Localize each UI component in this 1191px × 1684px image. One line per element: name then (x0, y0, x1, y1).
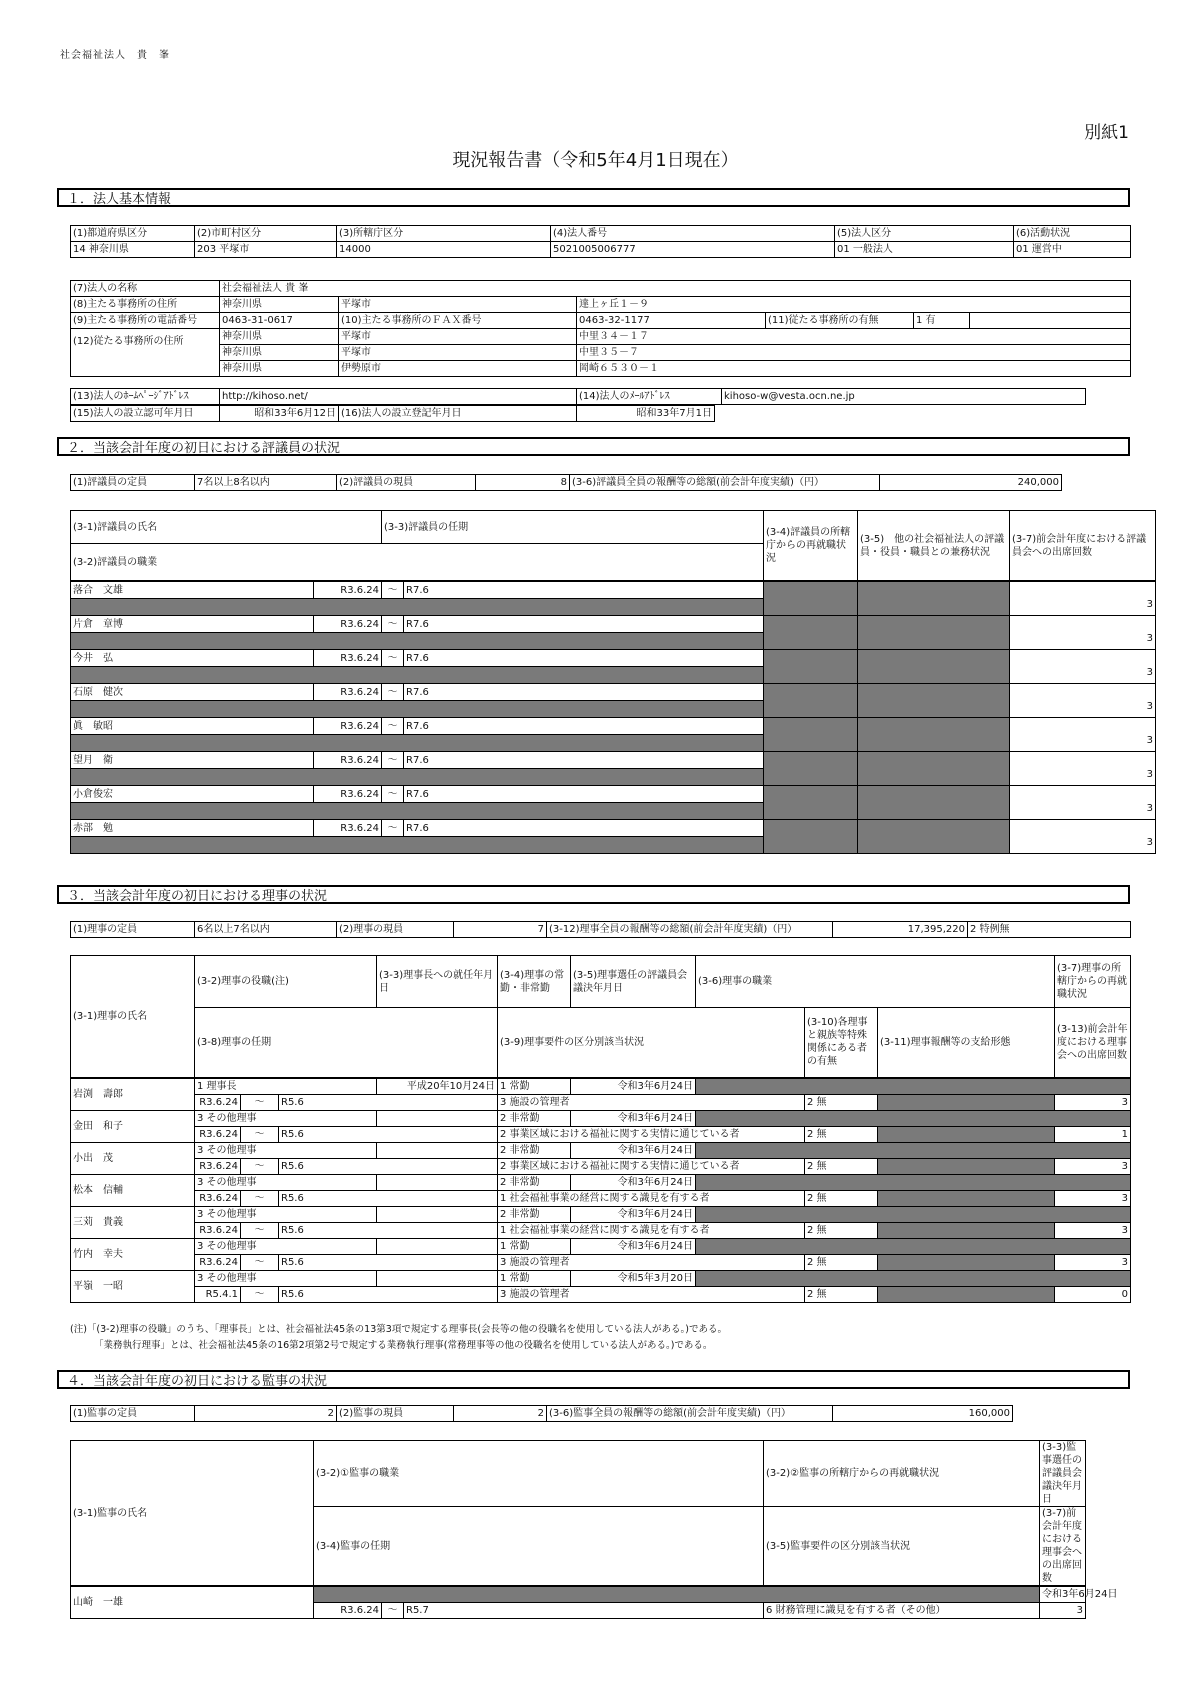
director-role-header: (3-2)理事の役職(注) (195, 956, 377, 1008)
sub-pref: 神奈川県 (220, 361, 339, 377)
councilor-name-header: (3-1)評議員の氏名 (71, 511, 382, 544)
director-requirement: 1 社会福祉事業の経営に関する識見を有する者 (498, 1190, 805, 1206)
director-relation: 2 無 (805, 1254, 878, 1270)
term-to: R5.6 (279, 1094, 498, 1110)
sub-city: 伊勢原市 (339, 361, 577, 377)
tilde: ～ (241, 1254, 279, 1270)
director-row (71, 1206, 1131, 1222)
term-from: R3.6.24 (195, 1254, 241, 1270)
tilde: ～ (382, 786, 404, 803)
corp-number-label: (4)法人番号 (551, 226, 835, 242)
director-attendance: 3 (1055, 1158, 1131, 1174)
councilor-job-masked (71, 803, 764, 820)
auditor-current-label: (2)監事の現員 (337, 1406, 454, 1422)
director-pay-form-masked (878, 1126, 1055, 1142)
director-table (70, 955, 1131, 1303)
section-3-heading: ３．当該会計年度の初日における理事の状況 (57, 885, 1130, 904)
councilor-attendance: 3 (1010, 786, 1156, 820)
term-to: R5.6 (279, 1190, 498, 1206)
director-role: 3 その他理事 (195, 1110, 377, 1126)
auditor-term-to: R5.7 (404, 1603, 764, 1619)
director-election-date: 令和3年6月24日 (571, 1206, 696, 1222)
councilor-name: 片倉 章博 (71, 616, 314, 633)
councilor-table (70, 510, 1156, 854)
auditor-pay-label: (3-6)監事全員の報酬等の総額(前会計年度実績)（円） (547, 1406, 833, 1422)
director-relation: 2 無 (805, 1286, 878, 1302)
director-relation: 2 無 (805, 1190, 878, 1206)
concurrent-masked (858, 786, 1010, 820)
auditor-reemployment-header: (3-2)②監事の所轄庁からの再就職状況 (764, 1441, 1040, 1507)
tilde: ～ (241, 1286, 279, 1302)
director-row (71, 1110, 1131, 1126)
section-4-heading: ４．当該会計年度の初日における監事の状況 (57, 1370, 1130, 1389)
director-name: 平嶺 一昭 (71, 1270, 195, 1302)
councilor-name: 落合 文雄 (71, 581, 314, 599)
page-title: 現況報告書（令和5年4月1日現在） (452, 150, 739, 171)
auditor-current: 2 (454, 1406, 547, 1422)
director-quota-label: (1)理事の定員 (71, 922, 195, 938)
director-name-header: (3-1)理事の氏名 (71, 956, 195, 1078)
councilor-job-masked (71, 735, 764, 752)
main-pref: 神奈川県 (220, 297, 339, 313)
basic-codes-header (71, 226, 1131, 242)
email-address: kihoso-w@vesta.ocn.ne.jp (722, 389, 1086, 405)
auditor-attendance-header: (3-7)前会計年度における理事会への出席回数 (1040, 1507, 1086, 1587)
councilor-attendance: 3 (1010, 752, 1156, 786)
auditor-table (70, 1440, 1118, 1619)
sub-office-label: (11)従たる事務所の有無 (766, 313, 914, 329)
councilor-name: 眞 敏昭 (71, 718, 314, 735)
director-pay-form-masked (878, 1094, 1055, 1110)
auditor-pay: 160,000 (833, 1406, 1013, 1422)
concurrent-masked (858, 650, 1010, 684)
director-pay-form-header: (3-11)理事報酬等の支給形態 (878, 1008, 1055, 1078)
director-name: 金田 和子 (71, 1110, 195, 1142)
sub-city: 平塚市 (339, 329, 577, 345)
director-status: 2 非常勤 (498, 1174, 571, 1190)
registration-date: 昭和33年7月1日 (577, 406, 715, 422)
concurrent-masked (858, 752, 1010, 786)
director-current: 7 (454, 922, 547, 938)
pref-code: 14 神奈川県 (71, 242, 195, 258)
director-name: 岩渕 壽郎 (71, 1078, 195, 1111)
basic-codes-values (71, 242, 1131, 258)
director-job-masked (696, 1110, 1131, 1126)
term-from: R3.6.24 (314, 581, 382, 599)
term-from: R3.6.24 (314, 650, 382, 667)
auditor-requirement: 6 財務管理に識見を有する者（その他） (764, 1603, 1040, 1619)
tilde: ～ (241, 1158, 279, 1174)
reemployment-masked (764, 684, 858, 718)
term-to: R7.6 (404, 820, 764, 837)
term-from: R3.6.24 (195, 1222, 241, 1238)
director-status: 2 非常勤 (498, 1110, 571, 1126)
director-election-date: 令和3年6月24日 (571, 1078, 696, 1095)
tilde: ～ (382, 718, 404, 735)
city-code-label: (2)市町村区分 (195, 226, 337, 242)
councilor-pay-label: (3-6)評議員全員の報酬等の総額(前会計年度実績)（円） (570, 475, 880, 491)
director-election-date: 令和3年6月24日 (571, 1238, 696, 1254)
councilor-quota-label: (1)評議員の定員 (71, 475, 195, 491)
sub-address: 中里３４－１７ (577, 329, 1131, 345)
term-from: R3.6.24 (314, 820, 382, 837)
director-role: 3 その他理事 (195, 1238, 377, 1254)
director-pay-form-masked (878, 1254, 1055, 1270)
concurrent-masked (858, 616, 1010, 650)
tilde: ～ (382, 820, 404, 837)
councilor-attendance: 3 (1010, 581, 1156, 616)
auditor-quota-label: (1)監事の定員 (71, 1406, 195, 1422)
director-role: 3 その他理事 (195, 1270, 377, 1286)
sub-address: 岡崎６５３０－１ (577, 361, 1131, 377)
tilde: ～ (241, 1190, 279, 1206)
reemployment-masked (764, 752, 858, 786)
director-job-masked (696, 1206, 1131, 1222)
councilor-job-masked (71, 701, 764, 718)
councilor-pay: 240,000 (880, 475, 1062, 491)
director-relation: 2 無 (805, 1126, 878, 1142)
director-requirement-header: (3-9)理事要件の区分別該当状況 (498, 1008, 805, 1078)
councilor-attendance: 3 (1010, 718, 1156, 752)
councilor-job-header: (3-2)評議員の職業 (71, 544, 764, 582)
director-name: 三苅 貴義 (71, 1206, 195, 1238)
activity-status-label: (6)活動状況 (1014, 226, 1131, 242)
director-role: 3 その他理事 (195, 1206, 377, 1222)
councilor-attendance-header: (3-7)前会計年度における評議員会への出席回数 (1010, 511, 1156, 582)
director-requirement: 3 施設の管理者 (498, 1254, 805, 1270)
councilor-attendance: 3 (1010, 820, 1156, 854)
councilor-row (71, 616, 1156, 633)
director-reemployment-header: (3-7)理事の所轄庁からの再就職状況 (1055, 956, 1131, 1008)
section-2-heading: ２．当該会計年度の初日における評議員の状況 (57, 437, 1130, 456)
term-to: R7.6 (404, 752, 764, 769)
director-name: 小出 茂 (71, 1142, 195, 1174)
tilde: ～ (382, 1603, 404, 1619)
basic-codes-table (70, 225, 1131, 258)
director-election-date: 令和3年6月24日 (571, 1110, 696, 1126)
director-term-row (71, 1286, 1131, 1302)
director-current-label: (2)理事の現員 (337, 922, 454, 938)
tilde: ～ (382, 581, 404, 599)
term-from: R3.6.24 (314, 752, 382, 769)
tilde: ～ (382, 752, 404, 769)
blank-cell (970, 313, 1131, 329)
director-election-header: (3-5)理事選任の評議員会議決年月日 (571, 956, 696, 1008)
councilor-reemployment-header: (3-4)評議員の所轄庁からの再就職状況 (764, 511, 858, 582)
director-note-2: 「業務執行理事」とは、社会福祉法45条の16第2項第2号で規定する業務執行理事(常務理事等の他の役職名を使用している法人がある。)である。 (94, 1340, 713, 1351)
director-note-1: (注)「(3-2)理事の役職」のうち、「理事長」とは、社会福祉法45条の13第3項で規定する理事長(会長等の他の役職名を使用している法人がある。)である。 (70, 1324, 727, 1335)
term-to: R5.6 (279, 1158, 498, 1174)
term-to: R7.6 (404, 718, 764, 735)
corp-name: 社会福祉法人 貴 峯 (220, 281, 1131, 297)
director-pay-form-masked (878, 1222, 1055, 1238)
director-name: 竹内 幸夫 (71, 1238, 195, 1270)
councilor-name: 小倉俊宏 (71, 786, 314, 803)
councilor-attendance: 3 (1010, 616, 1156, 650)
corp-type-label: (5)法人区分 (835, 226, 1014, 242)
concurrent-masked (858, 684, 1010, 718)
main-address-label: (8)主たる事務所の住所 (71, 297, 220, 313)
sub-city: 平塚市 (339, 345, 577, 361)
director-summary-table (70, 921, 1131, 938)
councilor-row (71, 820, 1156, 837)
director-role: 3 その他理事 (195, 1142, 377, 1158)
councilor-job-masked (71, 599, 764, 616)
director-pay-form-masked (878, 1286, 1055, 1302)
term-from: R3.6.24 (314, 616, 382, 633)
homepage-label: (13)法人のﾎｰﾑﾍﾟｰｼﾞｱﾄﾞﾚｽ (71, 389, 220, 405)
director-chair-date (377, 1206, 498, 1222)
director-chair-date (377, 1110, 498, 1126)
reemployment-masked (764, 786, 858, 820)
authority-code: 14000 (337, 242, 551, 258)
director-job-masked (696, 1174, 1131, 1190)
term-from: R3.6.24 (195, 1126, 241, 1142)
term-from: R5.4.1 (195, 1286, 241, 1302)
term-from: R3.6.24 (195, 1094, 241, 1110)
director-job-masked (696, 1142, 1131, 1158)
main-address: 達上ヶ丘１－９ (577, 297, 1131, 313)
councilor-job-masked (71, 837, 764, 854)
term-from: R3.6.24 (314, 786, 382, 803)
tilde: ～ (382, 684, 404, 701)
term-from: R3.6.24 (314, 718, 382, 735)
registration-label: (16)法人の設立登記年月日 (339, 406, 577, 422)
director-requirement: 3 施設の管理者 (498, 1286, 805, 1302)
fax: 0463-32-1177 (577, 313, 766, 329)
sub-address: 中里３５－７ (577, 345, 1131, 361)
councilor-summary-table (70, 474, 1062, 491)
term-to: R7.6 (404, 684, 764, 701)
director-election-date: 令和3年6月24日 (571, 1142, 696, 1158)
councilor-row (71, 752, 1156, 769)
authority-code-label: (3)所轄庁区分 (337, 226, 551, 242)
director-term-row (71, 1158, 1131, 1174)
director-row (71, 1238, 1131, 1254)
auditor-election-header: (3-3)監事選任の評議員会議決年月日 (1040, 1441, 1086, 1507)
councilor-job-masked (71, 769, 764, 786)
auditor-job-header: (3-2)①監事の職業 (314, 1441, 764, 1507)
auditor-job-masked (314, 1586, 1040, 1603)
sub-pref: 神奈川県 (220, 345, 339, 361)
main-city: 平塚市 (339, 297, 577, 313)
tilde: ～ (241, 1126, 279, 1142)
director-attendance-header: (3-13)前会計年度における理事会への出席回数 (1055, 1008, 1131, 1078)
councilor-current-label: (2)評議員の現員 (337, 475, 476, 491)
auditor-name-header: (3-1)監事の氏名 (71, 1441, 314, 1587)
councilor-row (71, 718, 1156, 735)
auditor-attendance: 3 (1040, 1603, 1086, 1619)
director-requirement: 1 社会福祉事業の経営に関する識見を有する者 (498, 1222, 805, 1238)
director-attendance: 3 (1055, 1094, 1131, 1110)
director-election-date: 令和5年3月20日 (571, 1270, 696, 1286)
tilde: ～ (382, 616, 404, 633)
director-term-row (71, 1094, 1131, 1110)
director-pay-type: 2 特例無 (968, 922, 1131, 938)
director-job-masked (696, 1078, 1131, 1095)
tilde: ～ (241, 1222, 279, 1238)
tel-label: (9)主たる事務所の電話番号 (71, 313, 220, 329)
activity-status: 01 運営中 (1014, 242, 1131, 258)
director-row (71, 1174, 1131, 1190)
director-pay: 17,395,220 (833, 922, 968, 938)
director-chair-date (377, 1270, 498, 1286)
director-requirement: 2 事業区域における福祉に関する実情に通じている者 (498, 1158, 805, 1174)
term-to: R5.6 (279, 1222, 498, 1238)
director-term-row (71, 1254, 1131, 1270)
auditor-election-date: 令和3年6月24日 (1040, 1586, 1086, 1603)
corp-name-label: (7)法人の名称 (71, 281, 220, 297)
homepage-url: http://kihoso.net/ (220, 389, 577, 405)
basic-info-table (70, 280, 1131, 377)
councilor-job-masked (71, 633, 764, 650)
term-to: R7.6 (404, 786, 764, 803)
director-pay-label: (3-12)理事全員の報酬等の総額(前会計年度実績)（円） (547, 922, 833, 938)
director-status: 1 常勤 (498, 1270, 571, 1286)
councilor-concurrent-header: (3-5) 他の社会福祉法人の評議員・役員・職員との兼務状況 (858, 511, 1010, 582)
director-relation-header: (3-10)各理事と親族等特殊関係にある者の有無 (805, 1008, 878, 1078)
concurrent-masked (858, 820, 1010, 854)
fax-label: (10)主たる事務所のＦＡＸ番号 (339, 313, 577, 329)
organization-name: 社会福祉法人 貴 峯 (60, 50, 170, 61)
tilde: ～ (382, 650, 404, 667)
tel: 0463-31-0617 (220, 313, 339, 329)
director-term-row (71, 1126, 1131, 1142)
director-job-masked (696, 1270, 1131, 1286)
director-chair-date (377, 1174, 498, 1190)
director-relation: 2 無 (805, 1222, 878, 1238)
establishment-table (70, 405, 715, 422)
auditor-term-header: (3-4)監事の任期 (314, 1507, 764, 1587)
councilor-name: 今井 弘 (71, 650, 314, 667)
director-row (71, 1270, 1131, 1286)
corp-number: 5021005006777 (551, 242, 835, 258)
term-to: R7.6 (404, 581, 764, 599)
councilor-quota: 7名以上8名以内 (195, 475, 337, 491)
councilor-attendance: 3 (1010, 684, 1156, 718)
councilor-name: 石原 健次 (71, 684, 314, 701)
director-pay-form-masked (878, 1158, 1055, 1174)
councilor-name: 望月 衛 (71, 752, 314, 769)
term-to: R7.6 (404, 616, 764, 633)
director-status: 2 非常勤 (498, 1206, 571, 1222)
director-pay-form-masked (878, 1190, 1055, 1206)
sub-pref: 神奈川県 (220, 329, 339, 345)
term-to: R5.6 (279, 1126, 498, 1142)
sub-office: 1 有 (914, 313, 970, 329)
director-attendance: 3 (1055, 1190, 1131, 1206)
director-attendance: 3 (1055, 1254, 1131, 1270)
reemployment-masked (764, 581, 858, 616)
councilor-current: 8 (476, 475, 570, 491)
councilor-name: 赤部 勉 (71, 820, 314, 837)
auditor-requirement-header: (3-5)監事要件の区分別該当状況 (764, 1507, 1040, 1587)
director-status: 1 常勤 (498, 1238, 571, 1254)
director-quota: 6名以上7名以内 (195, 922, 337, 938)
reemployment-masked (764, 616, 858, 650)
reemployment-masked (764, 718, 858, 752)
councilor-job-masked (71, 667, 764, 684)
establish-approval-label: (15)法人の設立認可年月日 (71, 406, 220, 422)
director-role: 1 理事長 (195, 1078, 377, 1095)
term-to: R5.6 (279, 1286, 498, 1302)
director-status-header: (3-4)理事の常勤・非常勤 (498, 956, 571, 1008)
director-term-row (71, 1222, 1131, 1238)
section-1-heading: １．法人基本情報 (57, 188, 1130, 207)
email-label: (14)法人のﾒｰﾙｱﾄﾞﾚｽ (577, 389, 722, 405)
term-from: R3.6.24 (195, 1190, 241, 1206)
director-chair-date (377, 1142, 498, 1158)
contact-table (70, 388, 1086, 405)
councilor-row (71, 786, 1156, 803)
director-attendance: 3 (1055, 1222, 1131, 1238)
director-requirement: 2 事業区域における福祉に関する実情に通じている者 (498, 1126, 805, 1142)
director-term-row (71, 1190, 1131, 1206)
councilor-row (71, 650, 1156, 667)
director-row (71, 1078, 1131, 1095)
director-status: 2 非常勤 (498, 1142, 571, 1158)
term-to: R5.6 (279, 1254, 498, 1270)
pref-code-label: (1)都道府県区分 (71, 226, 195, 242)
councilor-row (71, 684, 1156, 701)
director-chair-date (377, 1238, 498, 1254)
director-relation: 2 無 (805, 1158, 878, 1174)
term-from: R3.6.24 (314, 684, 382, 701)
reemployment-masked (764, 820, 858, 854)
auditor-term-from: R3.6.24 (314, 1603, 382, 1619)
director-status: 1 常勤 (498, 1078, 571, 1095)
councilor-row (71, 581, 1156, 599)
corp-type: 01 一般法人 (835, 242, 1014, 258)
auditor-quota: 2 (195, 1406, 337, 1422)
director-term-header: (3-8)理事の任期 (195, 1008, 498, 1078)
term-to: R7.6 (404, 650, 764, 667)
director-election-date: 令和3年6月24日 (571, 1174, 696, 1190)
councilor-term-header: (3-3)評議員の任期 (382, 511, 764, 544)
director-row (71, 1142, 1131, 1158)
director-requirement: 3 施設の管理者 (498, 1094, 805, 1110)
director-chair-date-header: (3-3)理事長への就任年月日 (377, 956, 498, 1008)
concurrent-masked (858, 581, 1010, 616)
auditor-summary-table (70, 1405, 1013, 1422)
director-chair-date: 平成20年10月24日 (377, 1078, 498, 1095)
director-name: 松本 信輔 (71, 1174, 195, 1206)
establish-approval-date: 昭和33年6月12日 (220, 406, 339, 422)
director-job-header: (3-6)理事の職業 (696, 956, 1055, 1008)
sub-address-label: (12)従たる事務所の住所 (71, 329, 220, 377)
councilor-attendance: 3 (1010, 650, 1156, 684)
tilde: ～ (241, 1094, 279, 1110)
director-attendance: 1 (1055, 1126, 1131, 1142)
director-job-masked (696, 1238, 1131, 1254)
director-attendance: 0 (1055, 1286, 1131, 1302)
concurrent-masked (858, 718, 1010, 752)
director-role: 3 その他理事 (195, 1174, 377, 1190)
director-relation: 2 無 (805, 1094, 878, 1110)
reemployment-masked (764, 650, 858, 684)
term-from: R3.6.24 (195, 1158, 241, 1174)
annex-label: 別紙1 (1084, 123, 1129, 143)
city-code: 203 平塚市 (195, 242, 337, 258)
auditor-name: 山崎 一雄 (71, 1586, 314, 1619)
